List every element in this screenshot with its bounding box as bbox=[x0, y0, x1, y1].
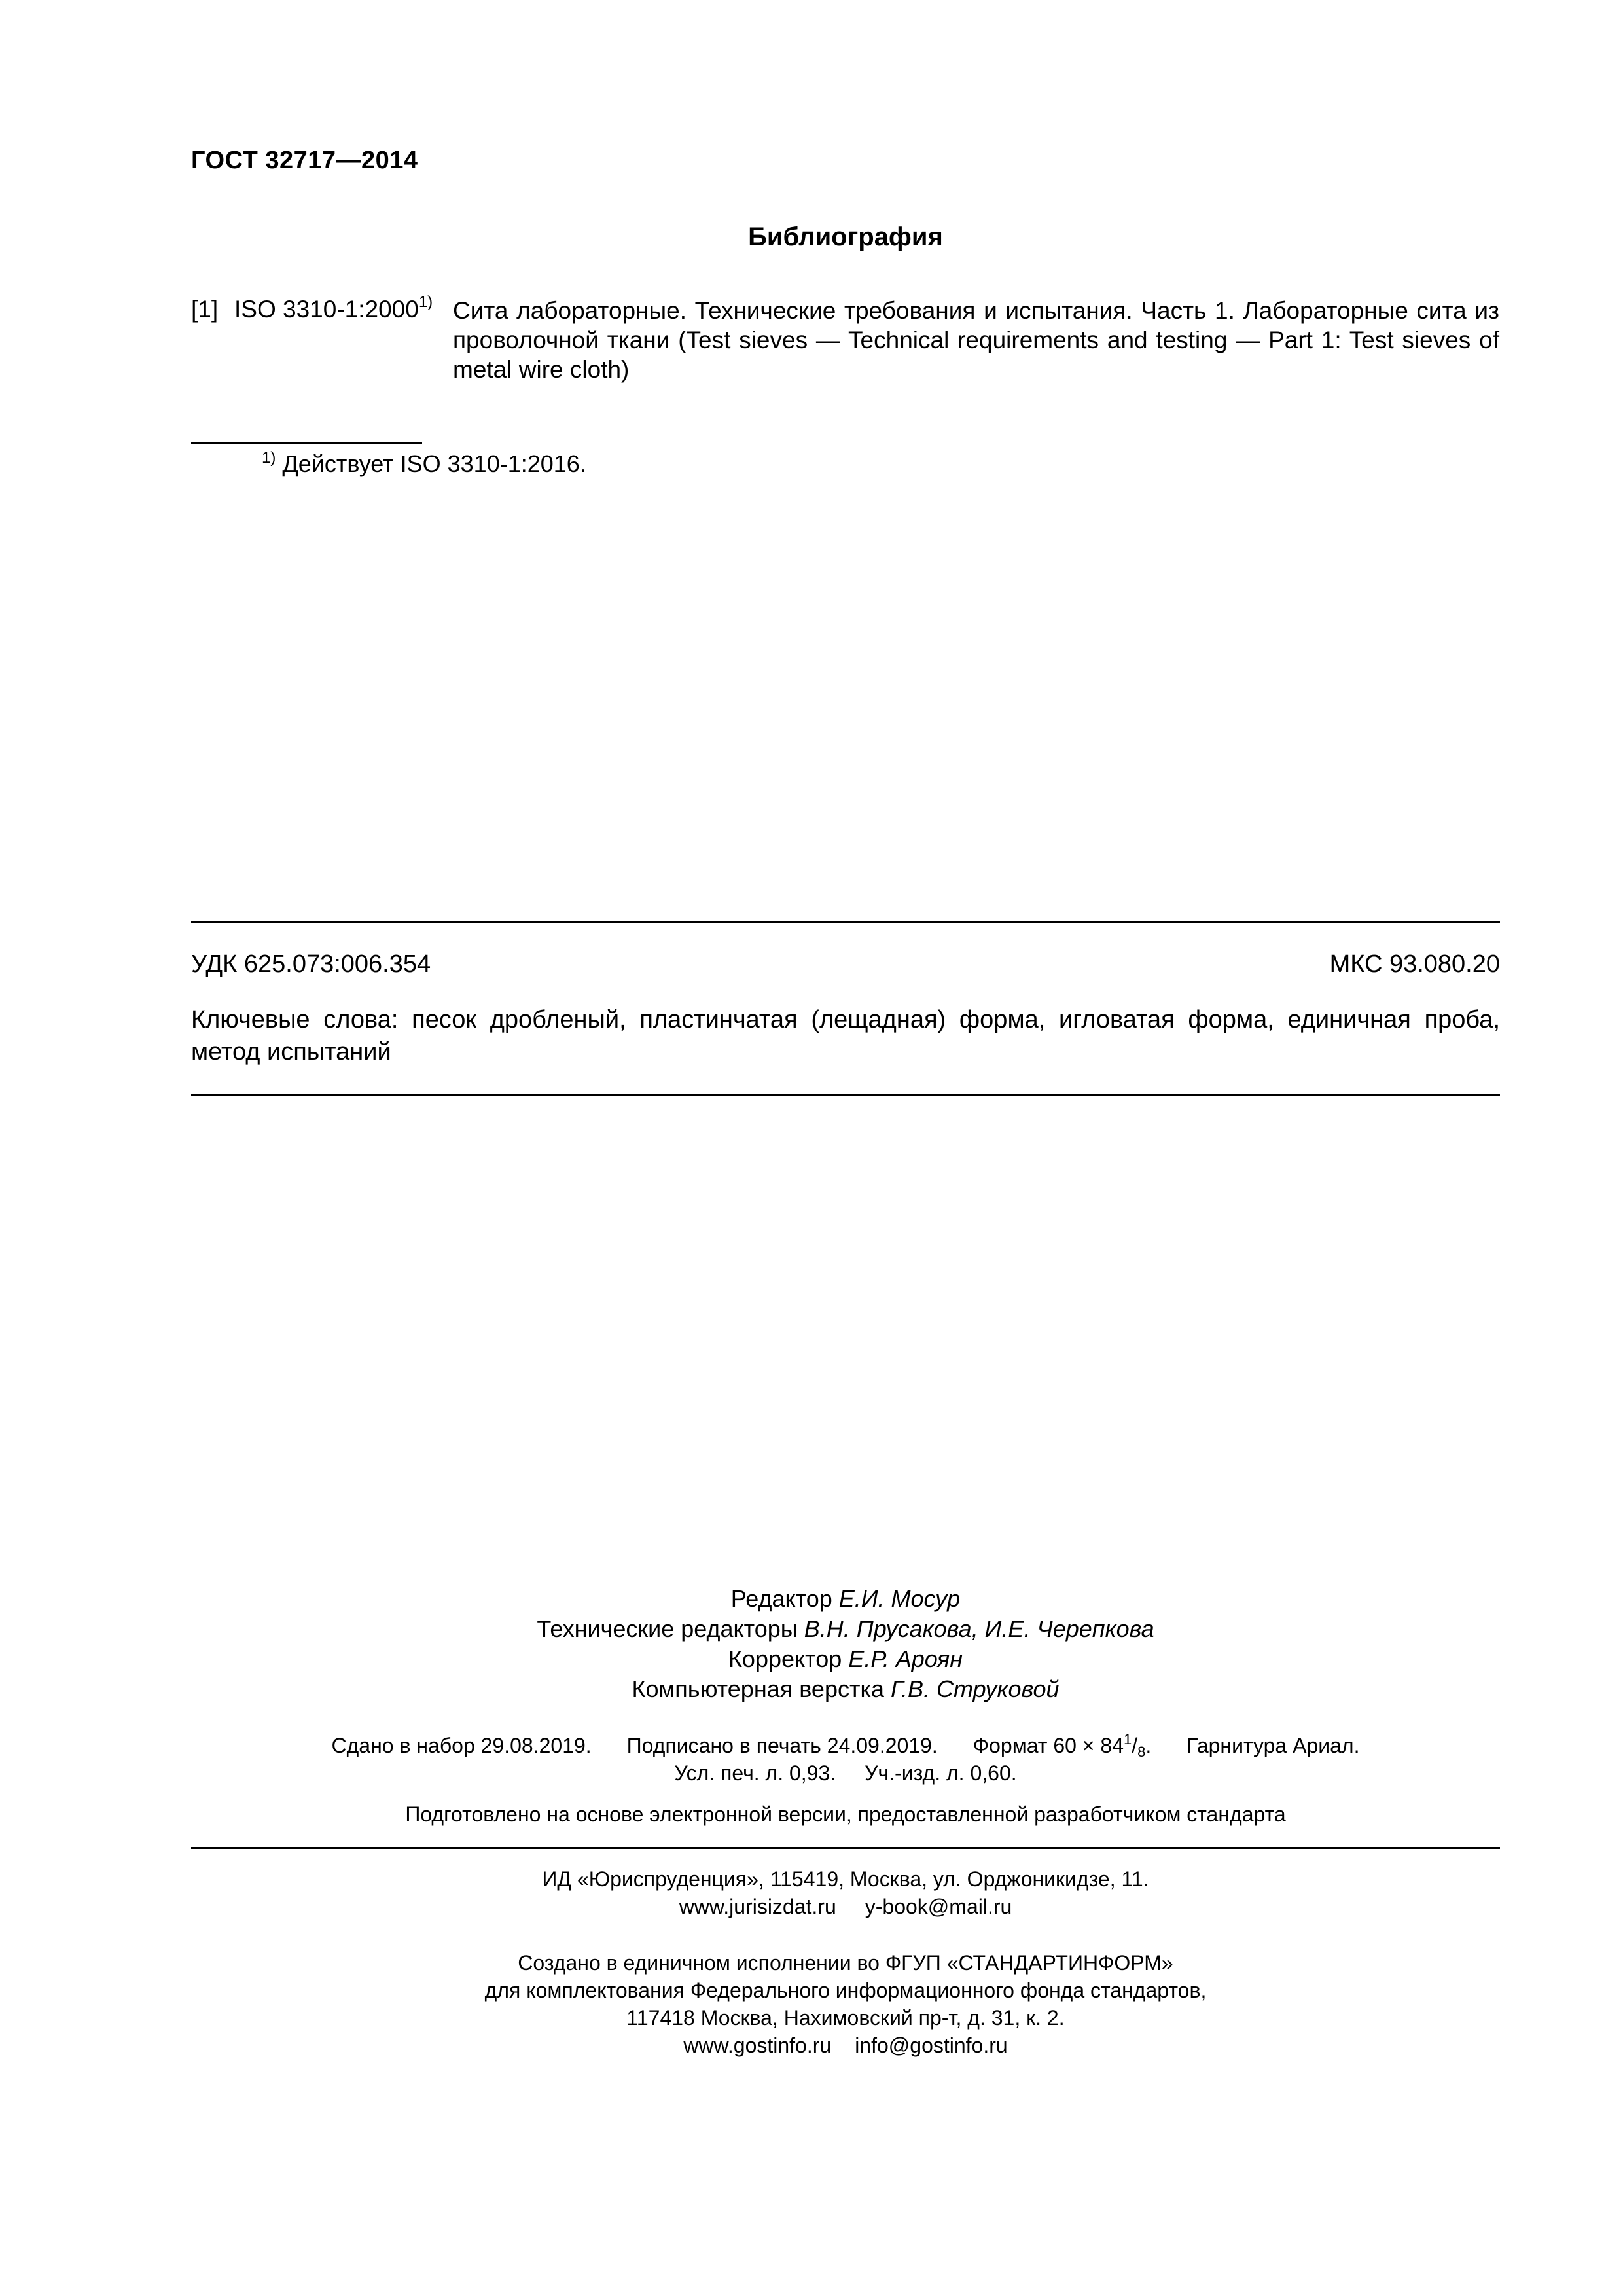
reference-text: Сита лабораторные. Технические требования и испытания. Часть 1. Лабораторные сита из проволочной ткани (Test sieves — Technical requirements and testing — Part 1: Test sieves of metal wire cloth) bbox=[453, 297, 1499, 383]
editorial-credits bbox=[191, 1584, 1500, 1704]
mks-code: МКС 93.080.20 bbox=[1329, 950, 1500, 978]
typeset-date: Сдано в набор 29.08.2019. bbox=[331, 1734, 592, 1757]
publisher-address: ИД «Юриспруденция», 115419, Москва, ул. Орджоникидзе, 11. bbox=[542, 1867, 1149, 1891]
publisher-contacts bbox=[191, 1893, 1500, 1920]
credit-role: Корректор bbox=[728, 1645, 842, 1672]
bibliography-title: Библиография bbox=[748, 223, 943, 251]
credit-role: Компьютерная верстка bbox=[632, 1676, 885, 1702]
publisher-rule bbox=[191, 1847, 1500, 1849]
reference-footnote-mark[interactable]: 1) bbox=[418, 293, 433, 311]
paper-format: Формат $60 \times 84^1/_8$. bbox=[972, 1731, 1152, 1760]
credit-name: Е.И. Мосур bbox=[838, 1585, 961, 1612]
credit-role: Технические редакторы bbox=[537, 1615, 798, 1642]
footnote-text: Действует ISO 3310-1:2016. bbox=[282, 450, 586, 477]
credit-line bbox=[191, 1614, 1500, 1644]
footnote-mark: 1) bbox=[262, 449, 276, 467]
credit-line bbox=[191, 1644, 1500, 1674]
footnote bbox=[262, 450, 586, 478]
print-sheets: Усл. печ. л. 0,93. bbox=[674, 1761, 836, 1785]
standard-code: ГОСТ 32717—2014 bbox=[191, 147, 418, 174]
credit-line bbox=[191, 1584, 1500, 1614]
created-line-3: 117418 Москва, Нахимовский пр-т, д. 31, к. 2. bbox=[626, 2006, 1065, 2030]
print-info-line-1 bbox=[191, 1732, 1500, 1759]
created-line-2: для комплектования Федерального информационного фонда стандартов, bbox=[484, 1979, 1207, 2002]
publisher-sheets: Уч.-изд. л. 0,60. bbox=[865, 1761, 1017, 1785]
print-info bbox=[191, 1732, 1500, 1787]
gostinfo-email-link[interactable]: info@gostinfo.ru bbox=[855, 2034, 1008, 2057]
keywords: Ключевые слова: песок дробленый, пластинчатая (лещадная) форма, игловатая форма, единичная проба, метод испытаний bbox=[191, 1006, 1500, 1066]
publisher-info bbox=[191, 1865, 1500, 1920]
gostinfo-website-link[interactable]: www.gostinfo.ru bbox=[683, 2034, 832, 2057]
publisher-email-link[interactable]: y-book@mail.ru bbox=[865, 1895, 1012, 1918]
typeface: Гарнитура Ариал. bbox=[1186, 1734, 1360, 1757]
prepared-note: Подготовлено на основе электронной версии, предоставленной разработчиком стандарта bbox=[405, 1803, 1286, 1826]
signed-date: Подписано в печать 24.09.2019. bbox=[626, 1734, 938, 1757]
created-contacts bbox=[191, 2032, 1500, 2059]
publisher-website-link[interactable]: www.jurisizdat.ru bbox=[679, 1895, 836, 1918]
credit-name: Е.Р. Ароян bbox=[848, 1645, 963, 1672]
created-line-1: Создано в единичном исполнении во ФГУП «СТАНДАРТИНФОРМ» bbox=[518, 1951, 1173, 1975]
credit-name: Г.В. Струковой bbox=[891, 1676, 1060, 1702]
classification-top-rule bbox=[191, 921, 1500, 923]
reference-code-text: ISO 3310-1:2000 bbox=[234, 296, 419, 323]
footnote-divider bbox=[191, 442, 422, 444]
created-info bbox=[191, 1949, 1500, 2059]
print-info-line-2 bbox=[191, 1759, 1500, 1787]
reference-code bbox=[234, 293, 433, 323]
credit-name: В.Н. Прусакова, И.Е. Черепкова bbox=[804, 1615, 1154, 1642]
credit-role: Редактор bbox=[730, 1585, 832, 1612]
udk-code: УДК 625.073:006.354 bbox=[191, 950, 431, 978]
reference-number: [1] bbox=[191, 296, 219, 323]
classification-bottom-rule bbox=[191, 1094, 1500, 1096]
credit-line bbox=[191, 1674, 1500, 1704]
